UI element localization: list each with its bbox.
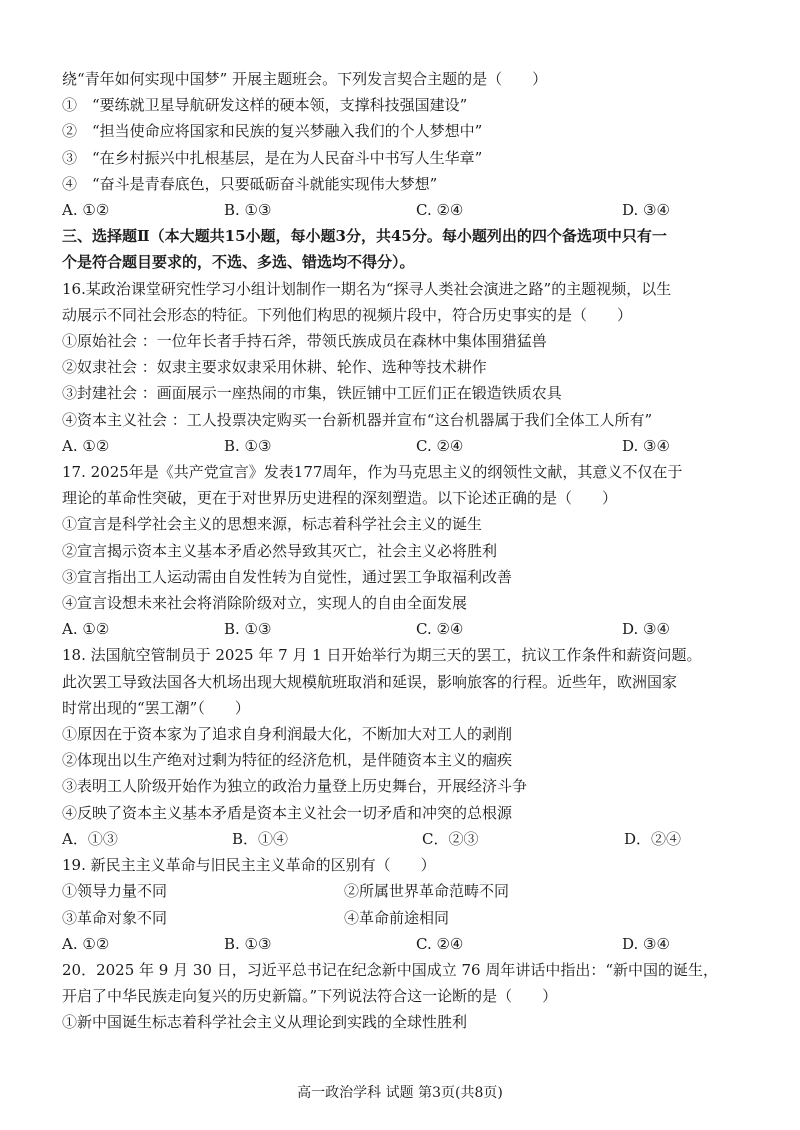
statement-2: ②宣言揭示资本主义基本矛盾必然导致其灭亡，社会主义必将胜利 <box>62 541 498 560</box>
section-3-heading <box>62 223 752 275</box>
option-a: A．①③ <box>62 829 118 848</box>
option-b: B. ①③ <box>224 436 272 455</box>
option-a: A. ①② <box>62 934 110 953</box>
question-stem: 绕“青年如何实现中国梦” 开展主题班会。下列发言契合主题的是（ ） <box>62 70 548 88</box>
option-b: B. ①③ <box>224 934 272 953</box>
statement-3: ③封建社会 ：画面展示一座热闹的市集，铁匠铺中工匠们正在锻造铁质农具 <box>62 384 562 403</box>
option-c: C. ②④ <box>416 436 464 455</box>
section-heading-line-2: 个是符合题目要求的，不选、多选、错选均不得分）。 <box>62 253 415 272</box>
statement-4: ④ “奋斗是青春底色，只要砥砺奋斗就能实现伟大梦想” <box>62 174 438 193</box>
statement-2: ②所属世界革命范畴不同 <box>344 882 510 901</box>
question-19 <box>62 852 752 957</box>
statement-4: ④革命前途相同 <box>344 908 450 927</box>
answer-options <box>62 433 752 459</box>
option-c: C．②③ <box>422 829 479 848</box>
statement-1: ①原始社会 ：一位年长者手持石斧，带领氏族成员在森林中集体围猎猛兽 <box>62 332 547 351</box>
option-d: D．②④ <box>624 829 682 848</box>
option-c: C. ②④ <box>416 620 464 639</box>
statement-1: ① “要练就卫星导航研发这样的硬本领，支撑科技强国建设” <box>62 96 468 115</box>
option-d: D. ③④ <box>622 934 670 953</box>
question-stem: 19. 新民主主义革命与旧民主主义革命的区别有（ ） <box>62 856 436 875</box>
option-c: C. ②④ <box>416 201 464 220</box>
answer-options <box>62 931 752 957</box>
option-d: D. ③④ <box>622 620 670 639</box>
answer-options <box>62 616 752 642</box>
statement-2: ②奴隶社会 ：奴隶主要求奴隶采用休耕、轮作、选种等技术耕作 <box>62 358 487 377</box>
section-heading-line-1: 三、选择题Ⅱ（本大题共15小题，每小题3分，共45分。每小题列出的四个备选项中只有一 <box>62 227 667 246</box>
option-d: D. ③④ <box>622 201 670 220</box>
statement-row <box>62 905 752 931</box>
question-17 <box>62 459 752 642</box>
question-stem: 动展示不同社会形态的特征。下列他们构思的视频片段中，符合历史事实的是（ ） <box>62 305 633 324</box>
answer-options <box>62 826 752 852</box>
option-b: B. ①③ <box>224 620 272 639</box>
statement-1: ①原因在于资本家为了追求自身利润最大化，不断加大对工人的剥削 <box>62 725 513 744</box>
option-d: D. ③④ <box>622 436 670 455</box>
option-b: B．①④ <box>232 829 289 848</box>
statement-3: ③宣言指出工人运动需由自发性转为自觉性，通过罢工争取福利改善 <box>62 567 513 586</box>
question-stem: 开启了中华民族走向复兴的历史新篇。”下列说法符合这一论断的是（ ） <box>62 987 558 1006</box>
statement-4: ④反映了资本主义基本矛盾是资本主义社会一切矛盾和冲突的总根源 <box>62 803 513 822</box>
question-15 <box>62 66 752 223</box>
statement-4: ④宣言设想未来社会将消除阶级对立，实现人的自由全面发展 <box>62 594 468 613</box>
question-stem: 16.某政治课堂研究性学习小组计划制作一期名为“探寻人类社会演进之路”的主题视频，以生 <box>62 279 672 298</box>
option-c: C. ②④ <box>416 934 464 953</box>
statement-1: ①新中国诞生标志着科学社会主义从理论到实践的全球性胜利 <box>62 1013 468 1032</box>
question-stem: 理论的革命性突破，更在于对世界历史进程的深刻塑造。以下论述正确的是（ ） <box>62 489 618 508</box>
statement-3: ③革命对象不同 <box>62 908 168 927</box>
option-a: A. ①② <box>62 620 110 639</box>
statement-1: ①领导力量不同 <box>62 882 168 901</box>
option-a: A. ①② <box>62 436 110 455</box>
statement-3: ③ “在乡村振兴中扎根基层，是在为人民奋斗中书写人生华章” <box>62 148 483 167</box>
question-stem: 18. 法国航空管制员于 2025 年 7 月 1 日开始举行为期三天的罢工，抗议工作条件和薪资问题。 <box>62 646 702 665</box>
statement-row <box>62 878 752 904</box>
page-content <box>62 66 752 1036</box>
option-a: A. ①② <box>62 201 110 220</box>
question-stem: 20．2025 年 9 月 30 日，习近平总书记在纪念新中国成立 76 周年讲话中指出：“新中国的诞生， <box>62 960 719 979</box>
option-b: B. ①③ <box>224 201 272 220</box>
question-stem: 时常出现的“罢工潮”（ ） <box>62 698 250 717</box>
statement-2: ②体现出以生产绝对过剩为特征的经济危机，是伴随资本主义的痼疾 <box>62 751 513 770</box>
statement-4: ④资本主义社会 ：工人投票决定购买一台新机器并宣布“这台机器属于我们全体工人所有” <box>62 410 653 429</box>
question-20 <box>62 957 752 1036</box>
statement-2: ② “担当使命应将国家和民族的复兴梦融入我们的个人梦想中” <box>62 122 483 141</box>
page-footer: 高一政治学科 试题 第3页(共8页) <box>297 1085 503 1101</box>
question-16 <box>62 276 752 459</box>
statement-1: ①宣言是科学社会主义的思想来源，标志着科学社会主义的诞生 <box>62 515 483 534</box>
answer-options <box>62 197 752 223</box>
question-18 <box>62 642 752 852</box>
question-stem: 17. 2025年是《共产党宣言》发表177周年，作为马克思主义的纲领性文献，其意义不仅在于 <box>62 463 683 482</box>
question-stem: 此次罢工导致法国各大机场出现大规模航班取消和延误，影响旅客的行程。近些年，欧洲国家 <box>62 672 678 691</box>
statement-3: ③表明工人阶级开始作为独立的政治力量登上历史舞台，开展经济斗争 <box>62 777 528 796</box>
